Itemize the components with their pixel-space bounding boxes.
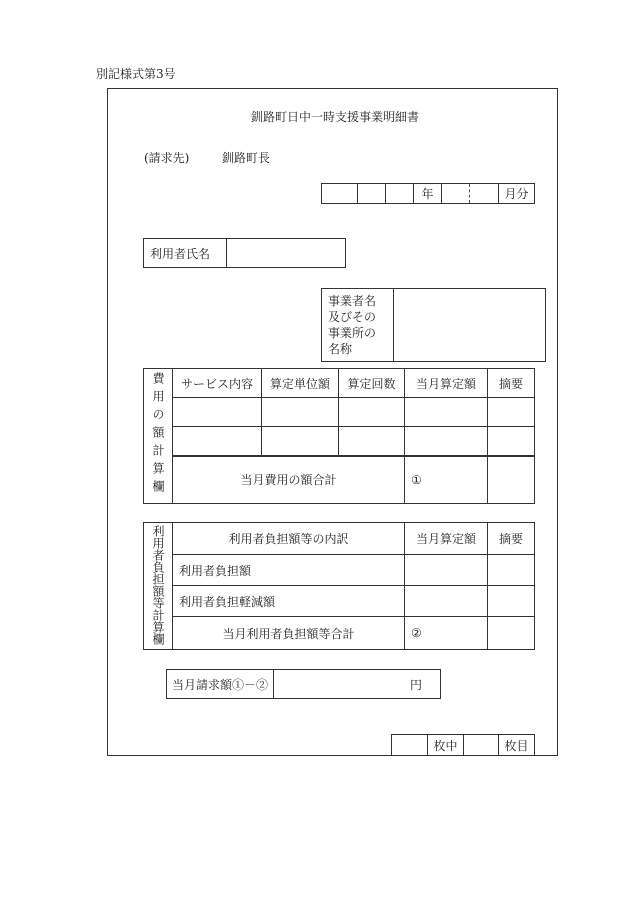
- page-counter-table: [391, 734, 535, 756]
- count-cell[interactable]: [339, 427, 405, 456]
- monthly-amount-cell[interactable]: [405, 398, 488, 427]
- burden-remarks-cell[interactable]: [488, 555, 535, 586]
- month-digit-cell[interactable]: [442, 184, 470, 204]
- remarks-cell[interactable]: [488, 427, 535, 456]
- header-burden-breakdown: 利用者負担額等の内訳: [173, 523, 405, 555]
- header-burden-amount: 当月算定額: [405, 523, 488, 555]
- burden-amount-cell[interactable]: [405, 555, 488, 586]
- cost-section-label: 費用の額計算欄: [144, 369, 173, 504]
- service-cell[interactable]: [173, 427, 262, 456]
- burden-row-label: 利用者負担軽減額: [173, 586, 405, 617]
- total-sheets-label: 枚中: [428, 735, 464, 756]
- monthly-amount-cell[interactable]: [405, 427, 488, 456]
- unit-amount-cell[interactable]: [262, 398, 339, 427]
- total-sheets-field[interactable]: [392, 735, 428, 756]
- header-remarks: 摘要: [488, 369, 535, 398]
- cost-total-marker: ①: [405, 456, 488, 504]
- claim-amount-field[interactable]: [274, 670, 441, 699]
- header-burden-remarks: 摘要: [488, 523, 535, 555]
- remarks-cell[interactable]: [488, 398, 535, 427]
- burden-row-label: 利用者負担額: [173, 555, 405, 586]
- burden-total-remarks[interactable]: [488, 617, 535, 650]
- service-cell[interactable]: [173, 398, 262, 427]
- user-name-field[interactable]: [227, 239, 346, 268]
- year-digit-cell[interactable]: [358, 184, 386, 204]
- form-number: 別記様式第3号: [96, 67, 176, 81]
- unit-amount-cell[interactable]: [262, 427, 339, 456]
- cost-table: [143, 368, 535, 504]
- cost-total-label: 当月費用の額合計: [173, 456, 405, 504]
- claim-label: 当月請求額①－②: [167, 670, 274, 699]
- month-digit-cell[interactable]: [470, 184, 499, 204]
- burden-total-marker: ②: [405, 617, 488, 650]
- era-cell[interactable]: [322, 184, 358, 204]
- user-name-label: 利用者氏名: [144, 239, 227, 268]
- burden-section-label: 利用者負担額等計算欄: [144, 523, 173, 650]
- burden-table: [143, 522, 535, 650]
- provider-field[interactable]: [394, 289, 546, 362]
- count-cell[interactable]: [339, 398, 405, 427]
- year-label: 年: [414, 184, 442, 204]
- date-table: [321, 183, 535, 204]
- year-digit-cell[interactable]: [386, 184, 414, 204]
- header-service: サービス内容: [173, 369, 262, 398]
- recipient-name: 釧路町長: [222, 151, 271, 165]
- cost-total-remarks[interactable]: [488, 456, 535, 504]
- month-label: 月分: [499, 184, 535, 204]
- document-title: 釧路町日中一時支援事業明細書: [251, 110, 420, 124]
- claim-table: [166, 669, 441, 699]
- provider-table: [321, 288, 546, 362]
- sheet-number-field[interactable]: [464, 735, 499, 756]
- sheet-number-label: 枚目: [499, 735, 535, 756]
- burden-remarks-cell[interactable]: [488, 586, 535, 617]
- recipient-label: (請求先): [144, 151, 190, 165]
- header-count: 算定回数: [339, 369, 405, 398]
- header-monthly-amount: 当月算定額: [405, 369, 488, 398]
- burden-total-label: 当月利用者負担額等合計: [173, 617, 405, 650]
- header-unit-amount: 算定単位額: [262, 369, 339, 398]
- burden-amount-cell[interactable]: [405, 586, 488, 617]
- claim-unit: 円: [409, 677, 422, 692]
- user-name-table: [143, 238, 346, 268]
- provider-label: 事業者名及びその事業所の名称: [322, 289, 394, 362]
